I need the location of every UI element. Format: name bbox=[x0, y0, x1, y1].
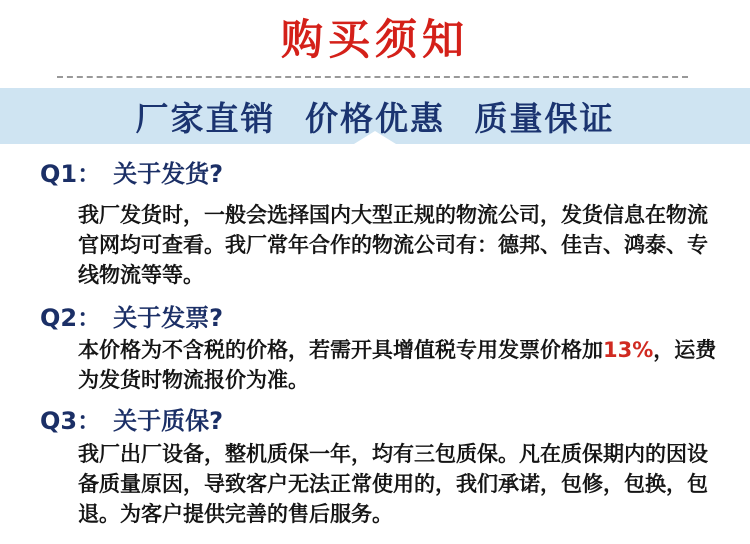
answer-segment: 本价格为不含税的价格，若需开具增值税专用发票价格加 bbox=[78, 338, 603, 362]
question-text: 关于质保? bbox=[113, 407, 224, 435]
answer-line: 我厂发货时，一般会选择国内大型正规的物流公司，发货信息在物流 bbox=[78, 203, 708, 227]
answer-line: 线物流等等。 bbox=[78, 263, 204, 287]
answer-line: 备质量原因，导致客户无法正常使用的，我们承诺，包修，包换，包 bbox=[78, 472, 708, 496]
answer-text bbox=[78, 439, 722, 529]
question-label: Q1： bbox=[40, 160, 102, 188]
dashed-divider bbox=[57, 76, 688, 78]
slogan-banner-text: 厂家直销 价格优惠 质量保证 bbox=[135, 98, 615, 138]
qa-section-shipping bbox=[0, 161, 750, 290]
answer-line: 退。为客户提供完善的售后服务。 bbox=[78, 502, 393, 526]
question-label: Q3： bbox=[40, 407, 102, 435]
answer-segment: ，运费 bbox=[653, 338, 717, 362]
tax-rate-highlight: 13% bbox=[603, 338, 654, 362]
answer-line bbox=[78, 335, 722, 365]
question-text: 关于发货? bbox=[113, 160, 224, 188]
question-heading bbox=[40, 161, 750, 187]
question-label: Q2： bbox=[40, 304, 102, 332]
qa-section-invoice bbox=[0, 305, 750, 395]
answer-line: 官网均可查看。我厂常年合作的物流公司有：德邦、佳吉、鸿泰、专 bbox=[78, 233, 708, 257]
question-heading bbox=[40, 408, 750, 434]
question-text: 关于发票? bbox=[113, 304, 224, 332]
answer-line: 我厂出厂设备，整机质保一年，均有三包质保。凡在质保期内的因设 bbox=[78, 442, 708, 466]
page-title: 购买须知 bbox=[280, 15, 469, 64]
answer-text bbox=[78, 335, 722, 395]
question-heading bbox=[40, 305, 750, 331]
qa-section-warranty bbox=[0, 408, 750, 529]
answer-text bbox=[78, 200, 722, 290]
answer-line: 为发货时物流报价为准。 bbox=[78, 368, 309, 392]
banner-notch-triangle-icon bbox=[354, 131, 396, 144]
slogan-banner bbox=[0, 88, 750, 144]
